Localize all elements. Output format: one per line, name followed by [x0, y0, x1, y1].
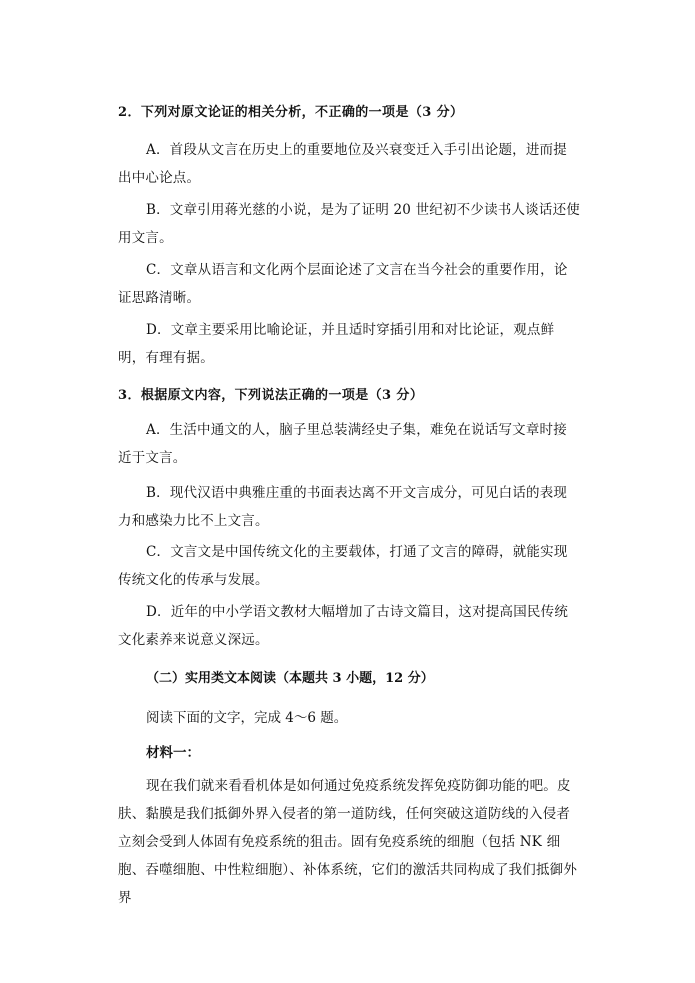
question-2-option-a: A．首段从文言在历史上的重要地位及兴衰变迁入手引出论题，进而提出中心论点。 [118, 142, 567, 186]
question-3-title: 3．根据原文内容，下列说法正确的一项是（3 分） [118, 388, 424, 403]
question-2-option-c: C．文章从语言和文化两个层面论述了文言在当今社会的重要作用，论证思路清晰。 [118, 262, 568, 306]
question-3-option-c: C．文言文是中国传统文化的主要载体，打通了文言的障碍，就能实现传统文化的传承与发展。 [118, 544, 568, 588]
question-2-title: 2．下列对原文论证的相关分析，不正确的一项是（3 分） [118, 105, 464, 120]
section-2-intro: 阅读下面的文字，完成 4～6 题。 [146, 710, 348, 726]
question-3-option-b: B．现代汉语中典雅庄重的书面表达离不开文言成分，可见白话的表现力和感染力比不上文言。 [118, 485, 568, 529]
question-3-option-a: A．生活中通文的人，脑子里总装满经史子集，难免在说话写文章时接近于文言。 [118, 422, 567, 466]
question-2-option-d: D．文章主要采用比喻论证，并且适时穿插引用和对比论证，观点鲜明，有理有据。 [118, 322, 555, 366]
question-3-option-d: D．近年的中小学语文教材大幅增加了古诗文篇目，这对提高国民传统文化素养来说意义深远。 [118, 604, 569, 648]
question-2-option-b: B．文章引用蒋光慈的小说，是为了证明 20 世纪初不少读书人谈话还使用文言。 [118, 202, 580, 246]
material-one-label: 材料一： [146, 745, 200, 761]
material-one-paragraph: 现在我们就来看看机体是如何通过免疫系统发挥免疫防御功能的吧。皮肤、黏膜是我们抵御外界入侵者的第一道防线，任何突破这道防线的入侵者立刻会受到人体固有免疫系统的狙击。固有免疫系统的细胞（包括 NK 细胞、吞噬细胞、中性粒细胞）、补体系统，它们的激活共同构成了我们抵御外界 [118, 778, 578, 906]
section-2-title: （二）实用类文本阅读（本题共 3 小题，12 分） [146, 671, 434, 686]
